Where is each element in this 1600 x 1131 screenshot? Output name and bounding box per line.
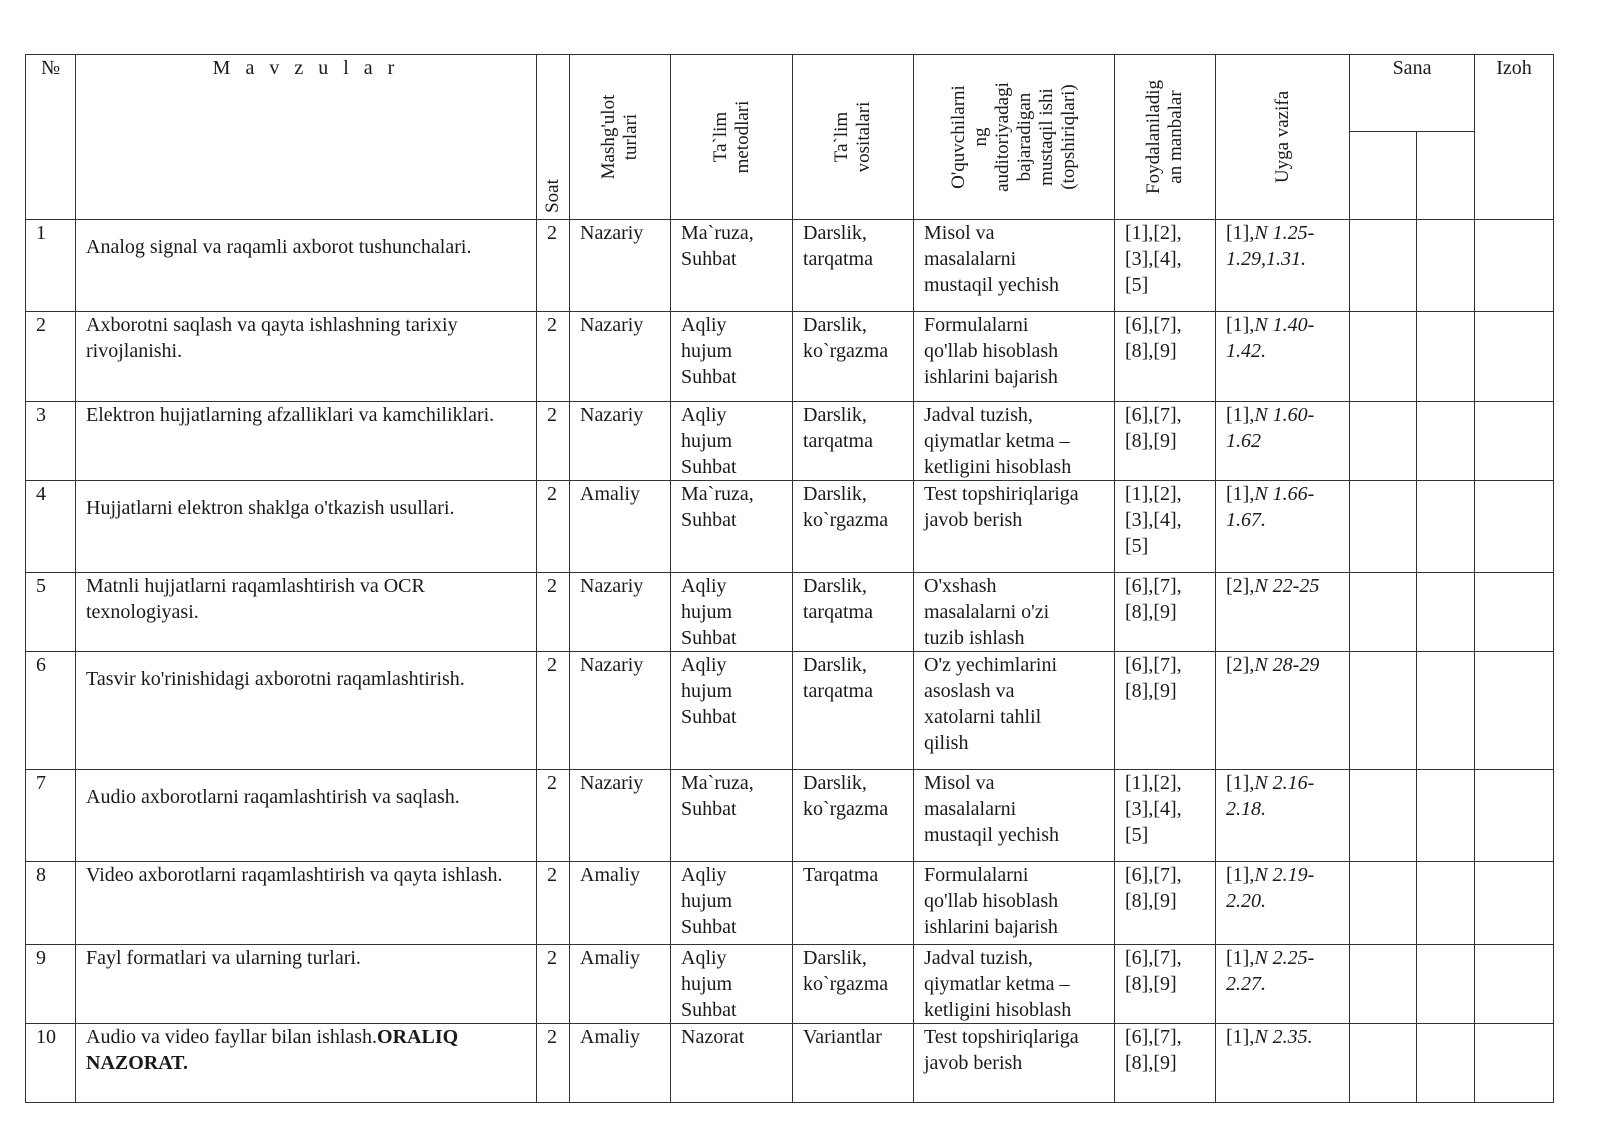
row-date-1[interactable] xyxy=(1350,481,1417,573)
row-lesson-type: Amaliy xyxy=(570,945,671,1024)
header-tools xyxy=(793,55,914,220)
header-independent-work-label: O'quvchilarni ng auditoriyadagi bajaradigan mustaqil ishi (topshiriqlari) xyxy=(948,82,1079,192)
table-row xyxy=(26,573,1554,652)
row-date-1[interactable] xyxy=(1350,770,1417,862)
row-hours: 2 xyxy=(537,770,570,862)
row-homework: [1],N 1.40- 1.42. xyxy=(1216,312,1350,402)
row-independent-work: Misol va masalalarni mustaqil yechish xyxy=(914,770,1115,862)
row-note[interactable] xyxy=(1475,481,1554,573)
row-sources: [6],[7], [8],[9] xyxy=(1115,312,1216,402)
row-topic: Audio va video fayllar bilan ishlash.ORALIQ NAZORAT. xyxy=(76,1024,537,1103)
row-tools: Tarqatma xyxy=(793,862,914,945)
table-row xyxy=(26,402,1554,481)
row-number: 5 xyxy=(26,573,76,652)
row-number: 1 xyxy=(26,220,76,312)
row-sources: [6],[7], [8],[9] xyxy=(1115,402,1216,481)
row-homework: [1],N 1.25- 1.29,1.31. xyxy=(1216,220,1350,312)
row-methods: Aqliy hujum Suhbat xyxy=(671,402,793,481)
header-date-sub-1 xyxy=(1350,132,1417,220)
row-number: 6 xyxy=(26,652,76,770)
row-note[interactable] xyxy=(1475,652,1554,770)
row-number: 9 xyxy=(26,945,76,1024)
row-sources: [1],[2], [3],[4], [5] xyxy=(1115,770,1216,862)
row-topic: Fayl formatlari va ularning turlari. xyxy=(76,945,537,1024)
row-note[interactable] xyxy=(1475,770,1554,862)
row-lesson-type: Amaliy xyxy=(570,481,671,573)
row-date-1[interactable] xyxy=(1350,402,1417,481)
row-number: 7 xyxy=(26,770,76,862)
row-number: 10 xyxy=(26,1024,76,1103)
header-lesson-types-label: Mashg'ulot turlari xyxy=(598,94,641,180)
row-note[interactable] xyxy=(1475,1024,1554,1103)
header-note: Izoh xyxy=(1475,55,1554,220)
row-independent-work: Misol va masalalarni mustaqil yechish xyxy=(914,220,1115,312)
row-methods: Aqliy hujum Suhbat xyxy=(671,862,793,945)
row-hours: 2 xyxy=(537,402,570,481)
header-homework-label: Uyga vazifa xyxy=(1271,90,1293,184)
row-independent-work: O'xshash masalalarni o'zi tuzib ishlash xyxy=(914,573,1115,652)
row-sources: [1],[2], [3],[4], [5] xyxy=(1115,220,1216,312)
header-tools-label: Ta`lim vositalari xyxy=(831,101,874,173)
row-note[interactable] xyxy=(1475,220,1554,312)
row-date-2[interactable] xyxy=(1417,312,1475,402)
row-date-2[interactable] xyxy=(1417,402,1475,481)
row-sources: [6],[7], [8],[9] xyxy=(1115,945,1216,1024)
row-methods: Aqliy hujum Suhbat xyxy=(671,945,793,1024)
row-lesson-type: Nazariy xyxy=(570,220,671,312)
row-lesson-type: Nazariy xyxy=(570,402,671,481)
row-date-2[interactable] xyxy=(1417,573,1475,652)
row-lesson-type: Amaliy xyxy=(570,862,671,945)
row-independent-work: Jadval tuzish, qiymatlar ketma – ketligini hisoblash xyxy=(914,402,1115,481)
row-note[interactable] xyxy=(1475,945,1554,1024)
row-hours: 2 xyxy=(537,220,570,312)
row-date-2[interactable] xyxy=(1417,481,1475,573)
row-date-1[interactable] xyxy=(1350,220,1417,312)
row-homework: [1],N 1.66- 1.67. xyxy=(1216,481,1350,573)
row-homework: [1],N 2.35. xyxy=(1216,1024,1350,1103)
row-date-1[interactable] xyxy=(1350,652,1417,770)
row-note[interactable] xyxy=(1475,573,1554,652)
row-homework: [2],N 28-29 xyxy=(1216,652,1350,770)
row-date-2[interactable] xyxy=(1417,652,1475,770)
header-methods-label: Ta`lim metodlari xyxy=(709,100,753,174)
row-note[interactable] xyxy=(1475,312,1554,402)
row-topic: Hujjatlarni elektron shaklga o'tkazish usullari. xyxy=(76,481,537,573)
row-date-1[interactable] xyxy=(1350,312,1417,402)
row-methods: Aqliy hujum Suhbat xyxy=(671,312,793,402)
row-topic: Elektron hujjatlarning afzalliklari va kamchiliklari. xyxy=(76,402,537,481)
row-hours: 2 xyxy=(537,573,570,652)
row-methods: Nazorat xyxy=(671,1024,793,1103)
row-date-2[interactable] xyxy=(1417,945,1475,1024)
row-sources: [6],[7], [8],[9] xyxy=(1115,1024,1216,1103)
row-topic: Audio axborotlarni raqamlashtirish va saqlash. xyxy=(76,770,537,862)
row-date-1[interactable] xyxy=(1350,573,1417,652)
lesson-plan-table xyxy=(25,54,1554,1103)
row-tools: Darslik, ko`rgazma xyxy=(793,312,914,402)
row-methods: Ma`ruza, Suhbat xyxy=(671,220,793,312)
row-sources: [6],[7], [8],[9] xyxy=(1115,652,1216,770)
row-date-2[interactable] xyxy=(1417,220,1475,312)
header-date-sub-2 xyxy=(1417,132,1475,220)
row-lesson-type: Amaliy xyxy=(570,1024,671,1103)
row-date-2[interactable] xyxy=(1417,862,1475,945)
table-row xyxy=(26,652,1554,770)
header-lesson-types xyxy=(570,55,671,220)
row-homework: [1],N 1.60- 1.62 xyxy=(1216,402,1350,481)
row-sources: [6],[7], [8],[9] xyxy=(1115,862,1216,945)
row-tools: Darslik, tarqatma xyxy=(793,402,914,481)
row-date-2[interactable] xyxy=(1417,1024,1475,1103)
row-hours: 2 xyxy=(537,312,570,402)
row-homework: [2],N 22-25 xyxy=(1216,573,1350,652)
header-independent-work xyxy=(914,55,1115,220)
row-independent-work: Formulalarni qo'llab hisoblash ishlarini bajarish xyxy=(914,862,1115,945)
row-tools: Darslik, ko`rgazma xyxy=(793,770,914,862)
row-topic: Matnli hujjatlarni raqamlashtirish va OCR texnologiyasi. xyxy=(76,573,537,652)
row-hours: 2 xyxy=(537,1024,570,1103)
row-homework: [1],N 2.16- 2.18. xyxy=(1216,770,1350,862)
table-row xyxy=(26,770,1554,862)
row-note[interactable] xyxy=(1475,402,1554,481)
row-note[interactable] xyxy=(1475,862,1554,945)
table-row xyxy=(26,481,1554,573)
header-homework xyxy=(1216,55,1350,220)
row-independent-work: O'z yechimlarini asoslash va xatolarni tahlil qilish xyxy=(914,652,1115,770)
header-methods xyxy=(671,55,793,220)
row-hours: 2 xyxy=(537,862,570,945)
header-topics: M a v z u l a r xyxy=(76,55,537,220)
row-lesson-type: Nazariy xyxy=(570,573,671,652)
row-independent-work: Test topshiriqlariga javob berish xyxy=(914,1024,1115,1103)
row-homework: [1],N 2.19- 2.20. xyxy=(1216,862,1350,945)
row-methods: Ma`ruza, Suhbat xyxy=(671,770,793,862)
table-row xyxy=(26,220,1554,312)
header-hours xyxy=(537,55,570,220)
row-number: 2 xyxy=(26,312,76,402)
row-methods: Ma`ruza, Suhbat xyxy=(671,481,793,573)
row-hours: 2 xyxy=(537,652,570,770)
row-tools: Darslik, tarqatma xyxy=(793,573,914,652)
row-topic: Tasvir ko'rinishidagi axborotni raqamlashtirish. xyxy=(76,652,537,770)
row-methods: Aqliy hujum Suhbat xyxy=(671,573,793,652)
row-sources: [6],[7], [8],[9] xyxy=(1115,573,1216,652)
table-row xyxy=(26,1024,1554,1103)
row-date-1[interactable] xyxy=(1350,945,1417,1024)
row-independent-work: Formulalarni qo'llab hisoblash ishlarini bajarish xyxy=(914,312,1115,402)
row-date-1[interactable] xyxy=(1350,862,1417,945)
header-sources-label: Foydalaniladig an manbalar xyxy=(1143,80,1186,194)
header-hours-label: Soat xyxy=(542,179,563,213)
row-sources: [1],[2], [3],[4], [5] xyxy=(1115,481,1216,573)
row-tools: Darslik, tarqatma xyxy=(793,220,914,312)
header-sources xyxy=(1115,55,1216,220)
row-topic: Video axborotlarni raqamlashtirish va qayta ishlash. xyxy=(76,862,537,945)
row-topic: Analog signal va raqamli axborot tushunchalari. xyxy=(76,220,537,312)
row-tools: Darslik, ko`rgazma xyxy=(793,945,914,1024)
header-number: № xyxy=(26,55,76,220)
row-topic: Axborotni saqlash va qayta ishlashning tarixiy rivojlanishi. xyxy=(76,312,537,402)
row-hours: 2 xyxy=(537,945,570,1024)
row-methods: Aqliy hujum Suhbat xyxy=(671,652,793,770)
row-homework: [1],N 2.25- 2.27. xyxy=(1216,945,1350,1024)
header-date: Sana xyxy=(1350,55,1475,132)
row-date-2[interactable] xyxy=(1417,770,1475,862)
row-number: 3 xyxy=(26,402,76,481)
row-lesson-type: Nazariy xyxy=(570,312,671,402)
row-number: 4 xyxy=(26,481,76,573)
row-lesson-type: Nazariy xyxy=(570,652,671,770)
table-row xyxy=(26,862,1554,945)
row-date-1[interactable] xyxy=(1350,1024,1417,1103)
row-independent-work: Jadval tuzish, qiymatlar ketma – ketligini hisoblash xyxy=(914,945,1115,1024)
row-tools: Darslik, ko`rgazma xyxy=(793,481,914,573)
row-number: 8 xyxy=(26,862,76,945)
row-tools: Variantlar xyxy=(793,1024,914,1103)
row-hours: 2 xyxy=(537,481,570,573)
table-row xyxy=(26,945,1554,1024)
row-lesson-type: Nazariy xyxy=(570,770,671,862)
row-independent-work: Test topshiriqlariga javob berish xyxy=(914,481,1115,573)
row-tools: Darslik, tarqatma xyxy=(793,652,914,770)
table-row xyxy=(26,312,1554,402)
